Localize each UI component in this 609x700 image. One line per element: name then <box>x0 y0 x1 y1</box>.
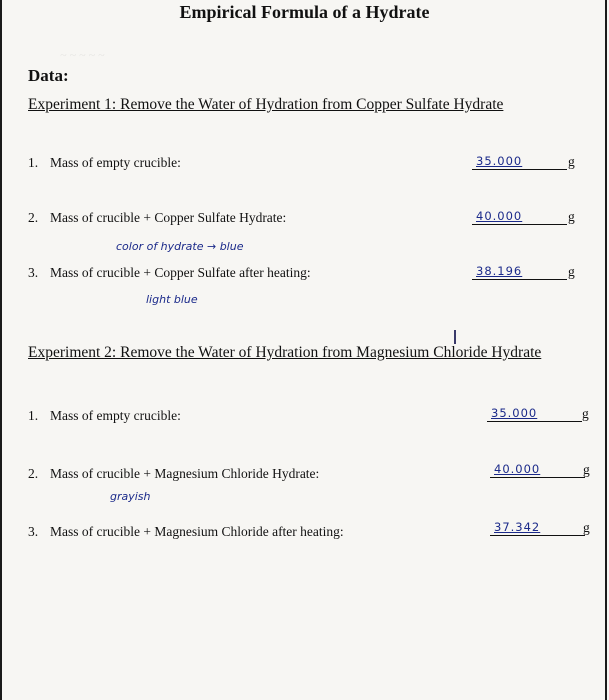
exp1-answer-2 <box>472 206 567 225</box>
answer-value: 35.000 <box>476 154 523 168</box>
handwritten-note-color: grayish <box>110 490 151 503</box>
answer-value: 38.196 <box>476 264 523 278</box>
item-number: 3. <box>28 265 39 280</box>
bleed-through-text: ~ ~ ~ ~ ~ <box>60 48 105 62</box>
page-title: Empirical Formula of a Hydrate <box>179 2 430 22</box>
item-label: Mass of empty crucible: <box>50 408 181 423</box>
item-number: 2. <box>28 466 39 481</box>
exp2-answer-2 <box>490 459 585 478</box>
answer-value: 35.000 <box>491 406 538 420</box>
unit-label: g <box>568 209 575 224</box>
unit-label: g <box>568 154 575 169</box>
item-number: 3. <box>28 524 39 539</box>
exp1-answer-3 <box>472 261 567 280</box>
item-label: Mass of crucible + Copper Sulfate after heating: <box>50 265 311 280</box>
experiment-1-title: Experiment 1: Remove the Water of Hydration from Copper Sulfate Hydrate <box>28 96 504 113</box>
unit-label: g <box>568 264 575 279</box>
item-label: Mass of crucible + Magnesium Chloride after heating: <box>50 524 344 539</box>
pen-mark <box>454 330 456 344</box>
unit-label: g <box>583 462 590 477</box>
item-label: Mass of crucible + Magnesium Chloride Hydrate: <box>50 466 320 481</box>
answer-value: 40.000 <box>476 209 523 223</box>
answer-value: 37.342 <box>494 520 541 534</box>
exp2-item-1 <box>28 408 181 424</box>
exp1-item-3 <box>28 265 311 281</box>
item-number: 2. <box>28 210 39 225</box>
exp1-item-2 <box>28 210 286 226</box>
item-label: Mass of crucible + Copper Sulfate Hydrate: <box>50 210 287 225</box>
item-number: 1. <box>28 408 39 423</box>
item-label: Mass of empty crucible: <box>50 155 181 170</box>
page-left-edge <box>0 0 2 700</box>
handwritten-note-color: color of hydrate → blue <box>116 240 244 253</box>
experiment-2-title: Experiment 2: Remove the Water of Hydration from Magnesium Chloride Hydrate <box>28 344 542 361</box>
exp2-answer-1 <box>487 403 582 422</box>
answer-value: 40.000 <box>494 462 541 476</box>
exp2-answer-3 <box>490 517 585 536</box>
exp1-answer-1 <box>472 151 567 170</box>
exp2-item-2 <box>28 466 319 482</box>
unit-label: g <box>583 520 590 535</box>
data-heading: Data: <box>28 66 69 85</box>
item-number: 1. <box>28 155 39 170</box>
handwritten-note-after-heating: light blue <box>146 293 198 306</box>
page-right-edge <box>605 0 607 700</box>
unit-label: g <box>582 406 589 421</box>
exp1-item-1 <box>28 155 181 171</box>
exp2-item-3 <box>28 524 344 540</box>
